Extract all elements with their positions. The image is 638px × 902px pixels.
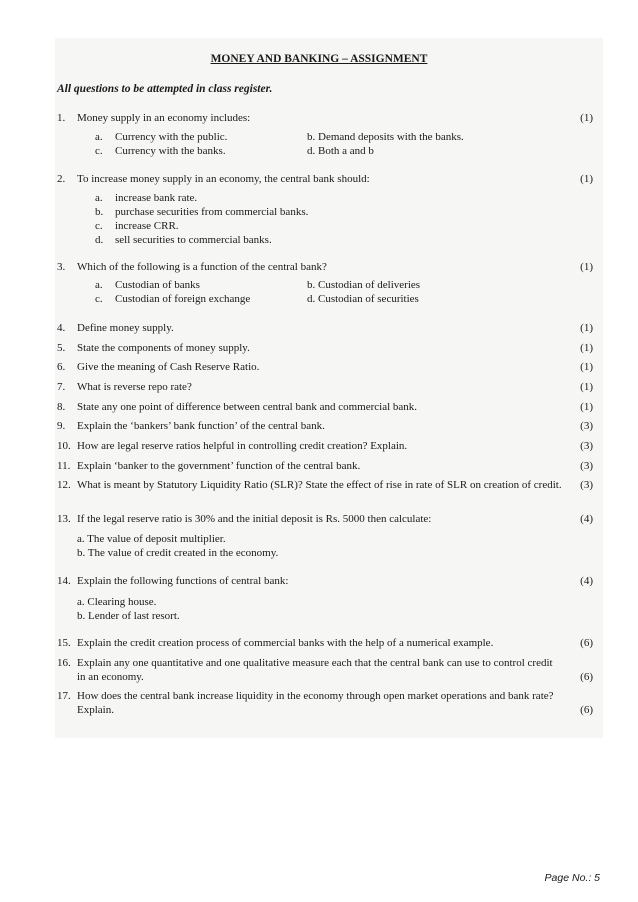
question-8: 8. State any one point of difference between central bank and commercial bank. (1) [57,401,593,413]
option-b: b. purchase securities from commercial banks. [95,206,309,218]
part-a: a. Clearing house. [77,596,157,608]
option-a: a. Currency with the public. [95,131,228,143]
q1-options [75,131,575,161]
q14-parts [77,595,180,623]
question-marks: (1) [580,112,593,124]
question-12: 12. What is meant by Statutory Liquidity Ratio (SLR)? State the effect of rise in rate of SLR on creation of credit. (3) [57,479,593,491]
question-4: 4. Define money supply. (1) [57,322,593,334]
part-b: b. The value of credit created in the economy. [77,547,279,559]
q3-options [75,279,575,309]
option-d: d. Custodian of securities [307,293,419,305]
option-a: a. Custodian of banks [95,279,200,291]
question-10: 10. How are legal reserve ratios helpful in controlling credit creation? Explain. (3) [57,440,593,452]
question-11: 11. Explain ‘banker to the government’ function of the central bank. (3) [57,460,593,472]
question-15: 15. Explain the credit creation process of commercial banks with the help of a numerical example. (6) [57,637,593,649]
question-16: 16. Explain any one quantitative and one qualitative measure each that the central bank can use to control credit in an economy. (6) [57,657,593,683]
question-number: 1. [57,112,66,124]
q2-options [75,192,575,248]
question-13: 13. If the legal reserve ratio is 30% and the initial deposit is Rs. 5000 then calculate: (4) [57,513,593,525]
option-a: a. increase bank rate. [95,192,198,204]
question-1 [57,112,593,126]
option-c: c. Currency with the banks. [95,145,226,157]
question-6: 6. Give the meaning of Cash Reserve Ratio. (1) [57,361,593,373]
option-d: d. Both a and b [307,145,374,157]
question-text: Money supply in an economy includes: [77,112,251,124]
q13-parts [77,532,278,560]
question-9: 9. Explain the ‘bankers’ bank function’ of the central bank. (3) [57,420,593,432]
option-d: d. sell securities to commercial banks. [95,234,272,246]
part-a: a. The value of deposit multiplier. [77,533,226,545]
option-c: c. Custodian of foreign exchange [95,293,251,305]
question-3: 3. Which of the following is a function of the central bank? (1) [57,261,593,273]
question-5: 5. State the components of money supply. (1) [57,342,593,354]
page-number: Page No.: 5 [544,872,600,884]
question-14: 14. Explain the following functions of central bank: (4) [57,575,593,587]
part-b: b. Lender of last resort. [77,610,180,622]
option-c: c. increase CRR. [95,220,179,232]
instruction-text: All questions to be attempted in class register. [57,83,273,95]
page-title: MONEY AND BANKING – ASSIGNMENT [210,53,428,65]
option-b: b. Demand deposits with the banks. [307,131,464,143]
option-b: b. Custodian of deliveries [307,279,421,291]
question-7: 7. What is reverse repo rate? (1) [57,381,593,393]
question-17: 17. How does the central bank increase liquidity in the economy through open market operations and bank rate? Explain. (6) [57,690,593,716]
question-2: 2. To increase money supply in an economy, the central bank should: (1) [57,173,593,185]
